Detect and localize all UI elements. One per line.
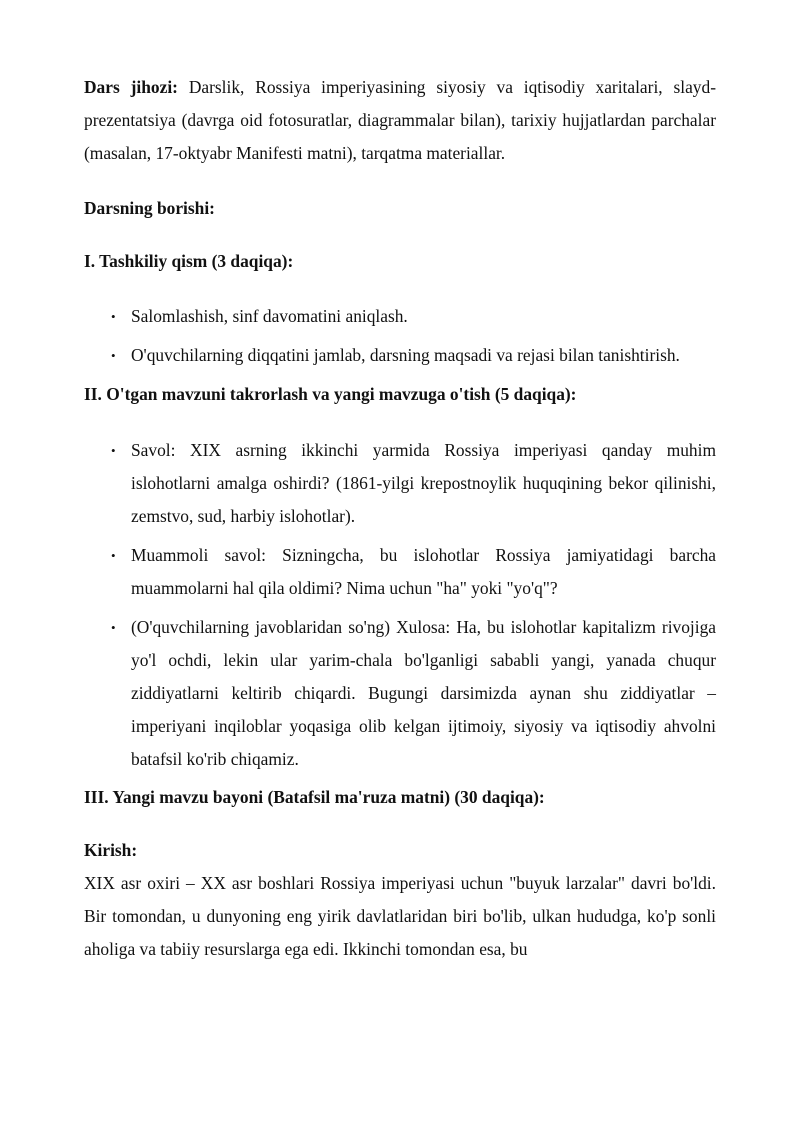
bullet-icon: • bbox=[111, 309, 116, 324]
list-item bbox=[84, 539, 716, 605]
bullet-icon: • bbox=[111, 620, 116, 635]
section1-heading: I. Tashkiliy qism (3 daqiqa): bbox=[84, 251, 294, 271]
list-item-text: O'quvchilarning diqqatini jamlab, darsning maqsadi va rejasi bilan tanishtirish. bbox=[131, 345, 680, 365]
list-item-text: Muammoli savol: Sizningcha, bu islohotlar Rossiya jamiyatidagi barcha muammolarni hal qila oldimi? Nima uchun "ha" yoki "yo'q"? bbox=[131, 545, 716, 598]
intro-paragraph: XIX asr oxiri – XX asr boshlari Rossiya imperiyasi uchun "buyuk larzalar" davri bo'ldi. Bir tomondan, u dunyoning eng yirik davlatlaridan biri bo'lib, ulkan hududga, ko'p sonli aholiga va tabiiy resurslarga ega edi. Ikkinchi tomondan esa, bu bbox=[84, 873, 716, 959]
section2-list bbox=[84, 434, 716, 776]
bullet-icon: • bbox=[111, 348, 116, 363]
section2-heading: II. O'tgan mavzuni takrorlash va yangi mavzuga o'tish (5 daqiqa): bbox=[84, 384, 577, 404]
bullet-icon: • bbox=[111, 443, 116, 458]
document-page bbox=[84, 71, 716, 966]
list-item bbox=[84, 300, 716, 333]
bullet-icon: • bbox=[111, 548, 116, 563]
intro-heading: Kirish: bbox=[84, 840, 138, 860]
list-item bbox=[84, 611, 716, 776]
equipment-paragraph bbox=[84, 71, 716, 170]
section3-heading: III. Yangi mavzu bayoni (Batafsil ma'ruza matni) (30 daqiqa): bbox=[84, 787, 545, 807]
list-item-text: (O'quvchilarning javoblaridan so'ng) Xulosa: Ha, bu islohotlar kapitalizm rivojiga yo'l ochdi, lekin ular yarim-chala bo'lganligi sababli yangi, yanada chuqur ziddiyatlarni keltirib chiqardi. Bugungi darsimizda aynan shu ziddiyatlar – imperiyani inqiloblar yoqasiga olib kelgan ijtimoiy, siyosiy va iqtisodiy ahvolni batafsil ko'rib chiqamiz. bbox=[131, 617, 716, 769]
progress-heading: Darsning borishi: bbox=[84, 198, 215, 218]
equipment-text: Darslik, Rossiya imperiyasining siyosiy va iqtisodiy xaritalari, slayd-prezentatsiya (davrga oid fotosuratlar, diagrammalar bilan), tarixiy hujjatlardan parchalar (masalan, 17-oktyabr Manifesti matni), tarqatma materiallar. bbox=[84, 77, 716, 163]
list-item bbox=[84, 339, 716, 372]
list-item bbox=[84, 434, 716, 533]
list-item-text: Salomlashish, sinf davomatini aniqlash. bbox=[131, 306, 408, 326]
section1-list bbox=[84, 300, 716, 372]
equipment-label: Dars jihozi: bbox=[84, 77, 178, 97]
list-item-text: Savol: XIX asrning ikkinchi yarmida Rossiya imperiyasi qanday muhim islohotlarni amalga oshirdi? (1861-yilgi krepostnoylik huquqining bekor qilinishi, zemstvo, sud, harbiy islohotlar). bbox=[131, 440, 716, 526]
